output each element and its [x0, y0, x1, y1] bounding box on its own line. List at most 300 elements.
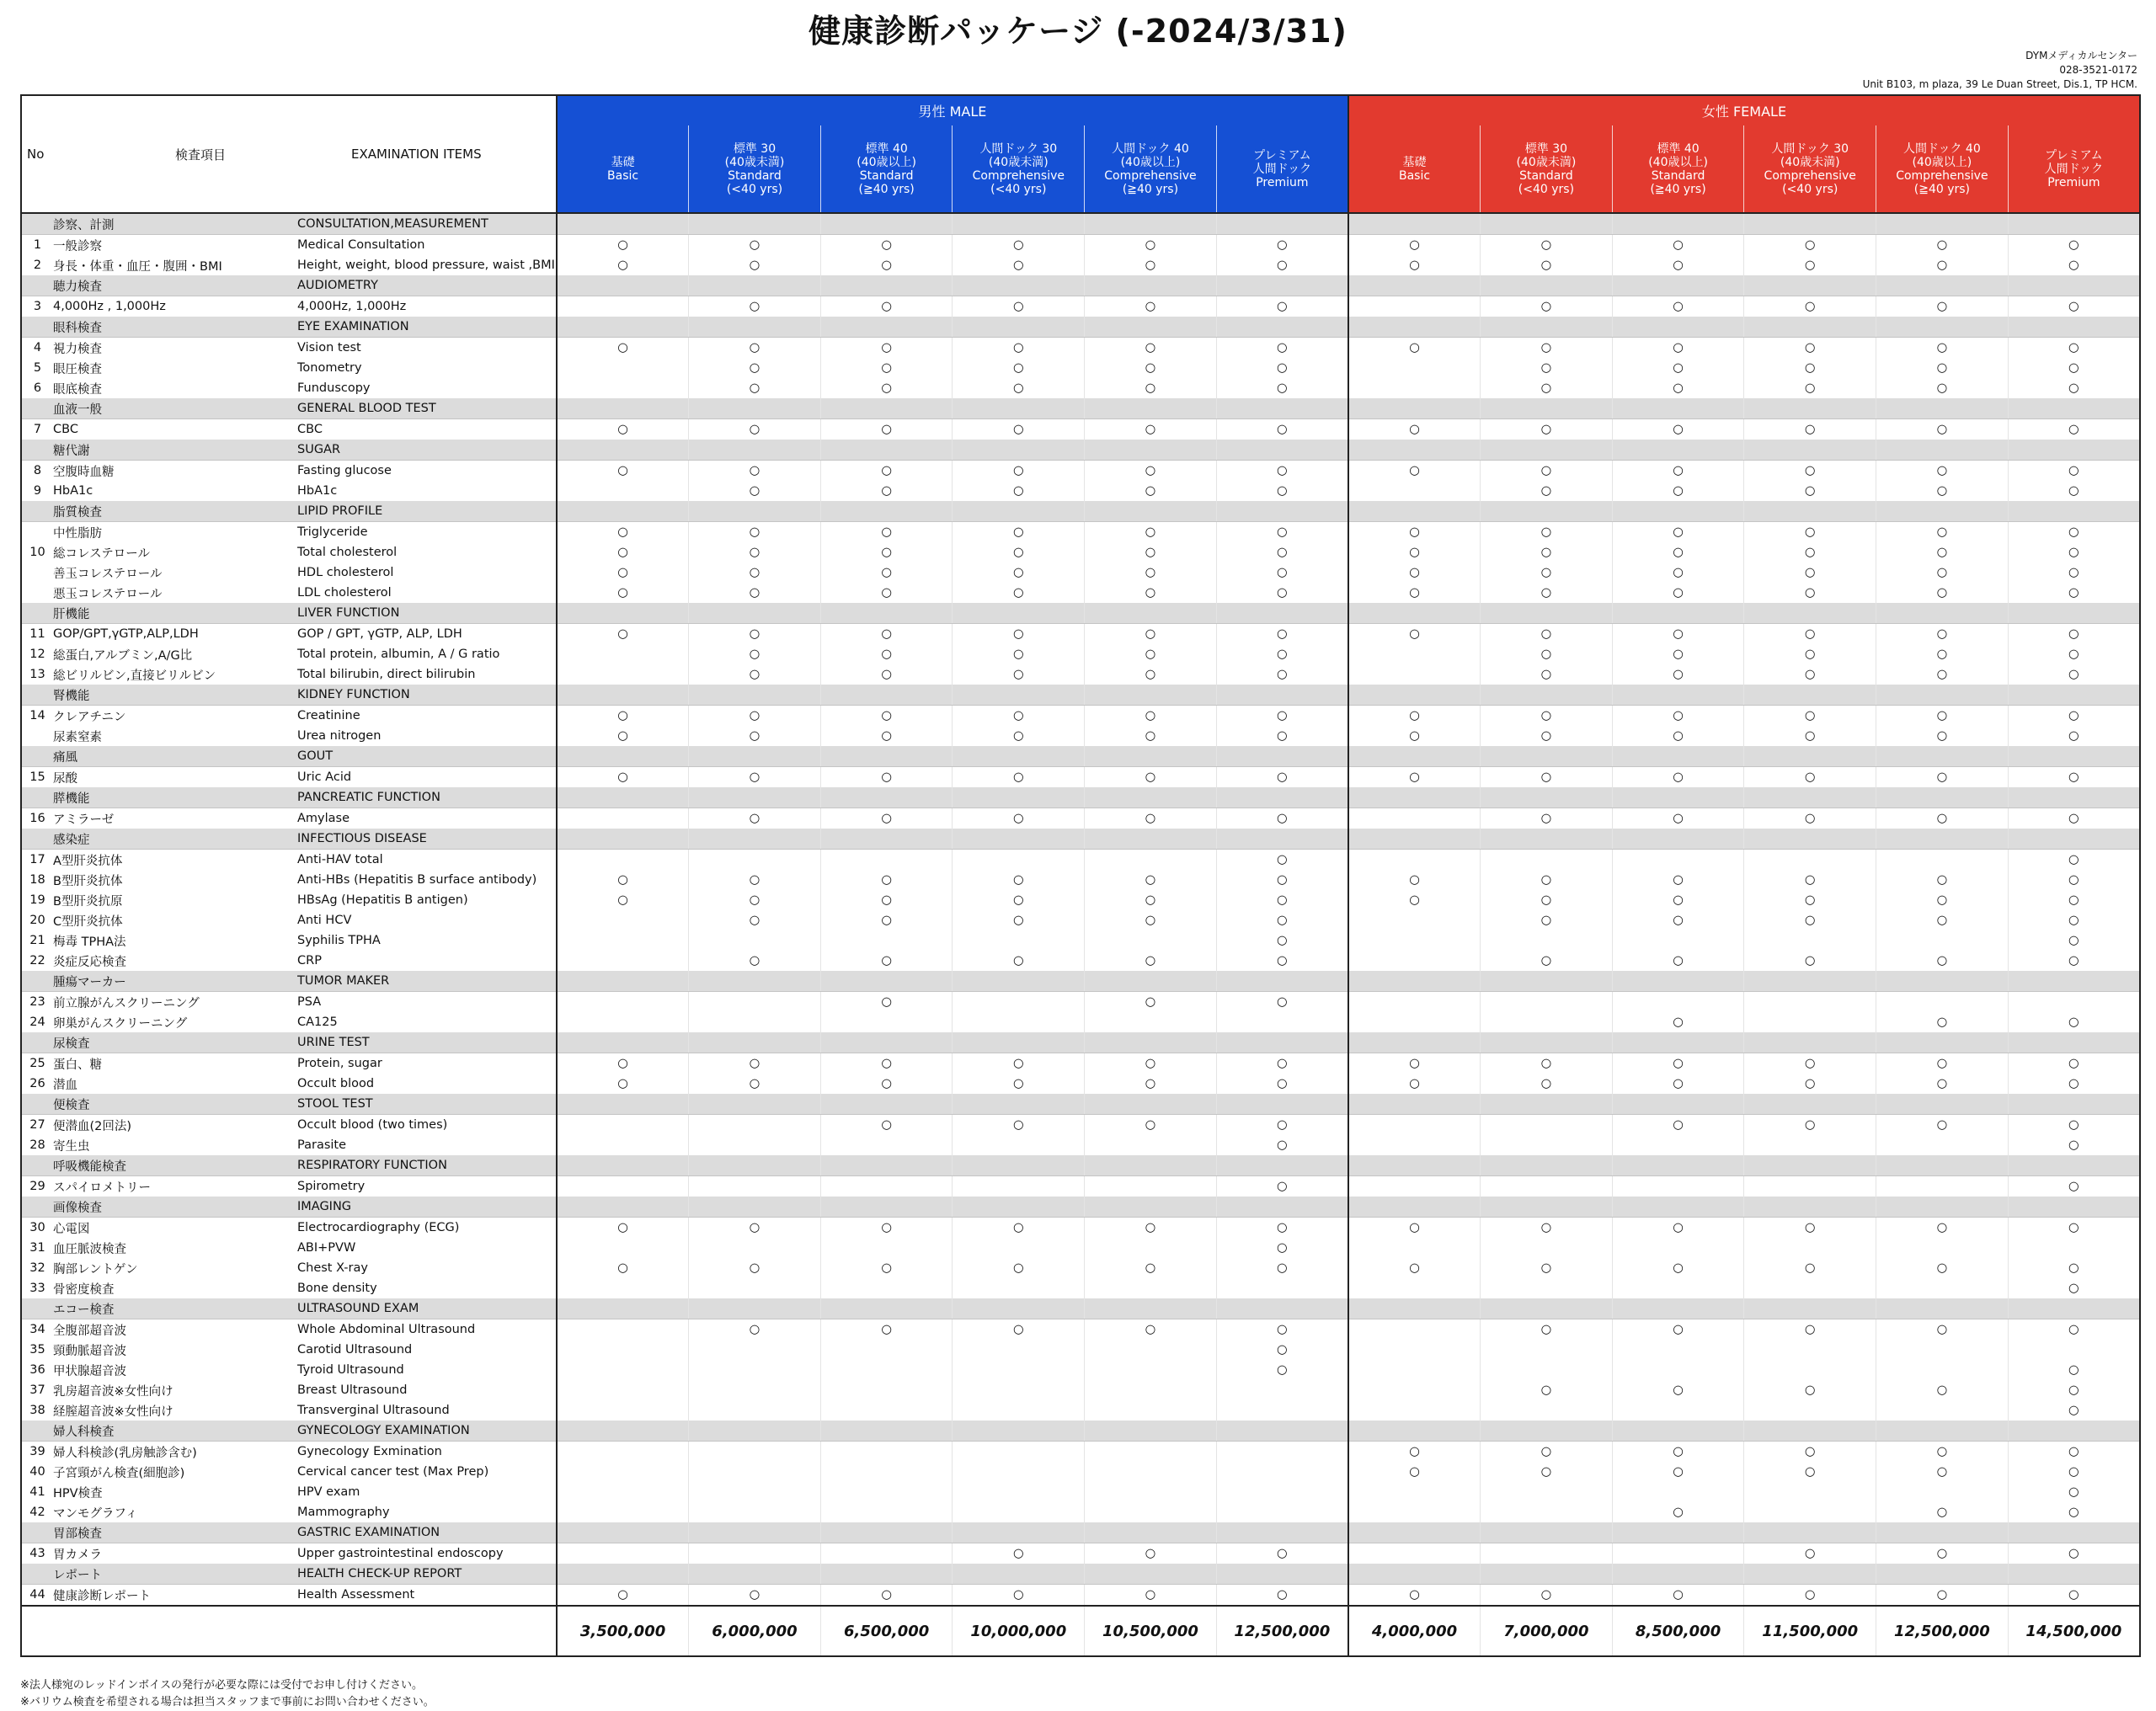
male-package-cell	[1216, 1094, 1348, 1115]
included-mark: ○	[749, 423, 760, 436]
included-mark: ○	[1012, 812, 1024, 825]
section-row	[21, 501, 2140, 522]
female-package-cell	[1744, 1115, 1876, 1136]
male-package-cell	[557, 1278, 689, 1298]
male-package-cell	[689, 1442, 821, 1463]
table-row	[21, 992, 2140, 1013]
section-title-jp: 痛風	[53, 746, 297, 767]
included-mark: ○	[1936, 709, 1948, 722]
included-mark: ○	[1936, 259, 1948, 272]
included-mark: ○	[2068, 1588, 2079, 1602]
table-row	[21, 664, 2140, 685]
male-package-cell	[953, 951, 1085, 971]
female-package-cell	[1744, 1380, 1876, 1400]
table-row	[21, 542, 2140, 562]
female-package-cell	[1481, 971, 1613, 992]
table-row	[21, 1074, 2140, 1094]
male-package-price: 6,500,000	[820, 1606, 953, 1656]
female-package-cell	[1481, 562, 1613, 583]
included-mark: ○	[617, 1221, 628, 1234]
male-package-cell	[953, 767, 1085, 788]
male-package-cell	[1085, 1012, 1217, 1032]
male-package-cell	[557, 1360, 689, 1380]
item-number: 26	[21, 1074, 53, 1094]
female-package-cell	[1348, 1218, 1481, 1239]
female-package-cell	[1744, 624, 1876, 645]
included-mark: ○	[1540, 893, 1552, 907]
female-package-cell	[1612, 1238, 1744, 1258]
male-package-cell	[820, 358, 953, 378]
item-name-jp: GOP/GPT,γGTP,ALP,LDH	[53, 624, 297, 645]
included-mark: ○	[1936, 1506, 1948, 1519]
item-name-en: Bone density	[297, 1278, 557, 1298]
male-package-cell	[1216, 1176, 1348, 1197]
included-mark: ○	[1540, 423, 1552, 436]
included-mark: ○	[1409, 423, 1420, 436]
included-mark: ○	[1540, 1445, 1552, 1458]
male-package-cell	[1085, 1360, 1217, 1380]
male-package-cell	[689, 213, 821, 235]
female-group-header: 女性 FEMALE	[1348, 95, 2140, 125]
included-mark: ○	[1673, 914, 1684, 927]
item-number: 20	[21, 910, 53, 930]
package-header-line: Standard	[859, 168, 914, 183]
item-name-en: Triglyceride	[297, 522, 557, 543]
female-package-cell	[1876, 829, 2009, 850]
included-mark: ○	[2068, 1363, 2079, 1377]
female-package-cell	[1612, 275, 1744, 296]
item-name-jp: クレアチニン	[53, 706, 297, 727]
included-mark: ○	[1673, 259, 1684, 272]
male-package-cell	[689, 378, 821, 398]
included-mark: ○	[1277, 341, 1288, 354]
male-package-cell	[820, 971, 953, 992]
included-mark: ○	[1277, 668, 1288, 681]
item-number	[21, 971, 53, 992]
male-package-cell	[1085, 1421, 1217, 1442]
male-package-cell	[1085, 275, 1217, 296]
table-row	[21, 378, 2140, 398]
male-package-cell	[820, 419, 953, 440]
male-package-cell	[1216, 808, 1348, 829]
package-header-line: 人間ドック 40	[1903, 141, 1981, 156]
female-package-cell	[2008, 644, 2140, 664]
package-header-line: Premium	[1256, 175, 1309, 189]
item-number: 41	[21, 1482, 53, 1502]
female-package-cell	[1348, 1340, 1481, 1360]
included-mark: ○	[881, 1588, 892, 1602]
female-package-cell	[1348, 440, 1481, 461]
included-mark: ○	[1409, 1445, 1420, 1458]
price-row	[21, 1606, 2140, 1656]
male-package-cell	[1216, 296, 1348, 317]
item-number: 24	[21, 1012, 53, 1032]
included-mark: ○	[1012, 259, 1024, 272]
female-package-cell	[1481, 726, 1613, 746]
female-package-cell	[1876, 419, 2009, 440]
included-mark: ○	[1012, 525, 1024, 539]
included-mark: ○	[1277, 300, 1288, 313]
female-package-cell	[1348, 1115, 1481, 1136]
item-number	[21, 317, 53, 338]
female-package-cell	[1612, 644, 1744, 664]
item-name-en: Tonometry	[297, 358, 557, 378]
table-row	[21, 1360, 2140, 1380]
female-package-cell	[1744, 1094, 1876, 1115]
package-header-line: (40歳以上)	[857, 155, 917, 169]
female-package-cell	[1612, 1340, 1744, 1360]
male-package-cell	[557, 1053, 689, 1074]
male-package-cell	[1085, 1197, 1217, 1218]
male-package-cell	[689, 787, 821, 808]
included-mark: ○	[1012, 1077, 1024, 1090]
female-package-cell	[1876, 1564, 2009, 1585]
item-name-en: HPV exam	[297, 1482, 557, 1502]
female-package-cell	[1876, 1155, 2009, 1176]
male-package-cell	[1216, 1319, 1348, 1341]
included-mark: ○	[1673, 341, 1684, 354]
item-name-en: Gynecology Exmination	[297, 1442, 557, 1463]
male-package-cell	[953, 1319, 1085, 1341]
section-title-en: HEALTH CHECK-UP REPORT	[297, 1564, 557, 1585]
male-package-cell	[1085, 1543, 1217, 1564]
table-row	[21, 808, 2140, 829]
item-name-jp: アミラーゼ	[53, 808, 297, 829]
included-mark: ○	[1277, 1118, 1288, 1132]
male-package-cell	[1085, 255, 1217, 275]
male-package-cell	[1085, 522, 1217, 543]
included-mark: ○	[1804, 1077, 1816, 1090]
female-package-cell	[1481, 870, 1613, 890]
female-package-cell	[1348, 213, 1481, 235]
female-package-cell	[1481, 255, 1613, 275]
included-mark: ○	[1936, 729, 1948, 743]
included-mark: ○	[1145, 668, 1156, 681]
included-mark: ○	[1277, 1343, 1288, 1357]
included-mark: ○	[1145, 627, 1156, 641]
male-package-cell	[689, 1258, 821, 1278]
male-package-cell	[557, 1032, 689, 1053]
male-package-cell	[1085, 930, 1217, 951]
male-package-cell	[1085, 296, 1217, 317]
female-package-cell	[1876, 1543, 2009, 1564]
female-package-cell	[1481, 1155, 1613, 1176]
female-package-cell	[1876, 767, 2009, 788]
male-package-cell	[557, 1400, 689, 1421]
included-mark: ○	[1012, 1547, 1024, 1560]
female-package-cell	[2008, 1074, 2140, 1094]
female-package-cell	[1481, 850, 1613, 871]
included-mark: ○	[1540, 873, 1552, 887]
female-package-cell	[1348, 706, 1481, 727]
included-mark: ○	[1804, 1383, 1816, 1397]
included-mark: ○	[2068, 259, 2079, 272]
item-name-jp: 4,000Hz , 1,000Hz	[53, 296, 297, 317]
male-package-cell	[820, 235, 953, 256]
male-package-cell	[820, 992, 953, 1013]
included-mark: ○	[1540, 361, 1552, 375]
included-mark: ○	[749, 1323, 760, 1336]
included-mark: ○	[749, 1077, 760, 1090]
item-number: 13	[21, 664, 53, 685]
male-package-cell	[820, 1053, 953, 1074]
female-package-cell	[2008, 706, 2140, 727]
item-name-en: GOP / GPT, γGTP, ALP, LDH	[297, 624, 557, 645]
included-mark: ○	[1277, 995, 1288, 1009]
included-mark: ○	[1012, 586, 1024, 600]
male-package-cell	[820, 890, 953, 910]
female-package-cell	[1744, 213, 1876, 235]
male-package-cell	[557, 481, 689, 501]
male-package-cell	[689, 930, 821, 951]
included-mark: ○	[1277, 954, 1288, 967]
package-header-line: 標準 40	[1657, 141, 1700, 156]
item-number: 16	[21, 808, 53, 829]
female-package-cell	[1876, 296, 2009, 317]
female-package-cell	[2008, 1502, 2140, 1522]
female-package-cell	[2008, 398, 2140, 419]
section-row	[21, 971, 2140, 992]
included-mark: ○	[2068, 934, 2079, 947]
item-number: 18	[21, 870, 53, 890]
section-row	[21, 440, 2140, 461]
female-package-cell	[1744, 255, 1876, 275]
table-row	[21, 706, 2140, 727]
male-package-cell	[1085, 951, 1217, 971]
item-name-jp: 炎症反応検査	[53, 951, 297, 971]
package-header-line: プレミアム	[2045, 148, 2103, 163]
included-mark: ○	[1673, 1588, 1684, 1602]
item-name-jp: CBC	[53, 419, 297, 440]
included-mark: ○	[617, 586, 628, 600]
included-mark: ○	[1804, 770, 1816, 784]
male-package-cell	[557, 930, 689, 951]
male-package-cell	[953, 829, 1085, 850]
item-number: 7	[21, 419, 53, 440]
included-mark: ○	[1936, 361, 1948, 375]
table-row	[21, 1278, 2140, 1298]
female-package-cell	[2008, 726, 2140, 746]
item-name-jp: 眼底検査	[53, 378, 297, 398]
male-package-cell	[820, 1360, 953, 1380]
included-mark: ○	[1409, 770, 1420, 784]
section-title-jp: 糖代謝	[53, 440, 297, 461]
table-row	[21, 235, 2140, 256]
included-mark: ○	[1936, 914, 1948, 927]
female-package-cell	[1612, 1585, 1744, 1607]
item-name-en: Parasite	[297, 1135, 557, 1155]
female-package-cell	[1348, 664, 1481, 685]
item-name-jp: 総蛋白,アルブミン,A/G比	[53, 644, 297, 664]
female-package-cell	[1744, 1238, 1876, 1258]
item-name-jp: 尿酸	[53, 767, 297, 788]
female-package-cell	[1481, 1421, 1613, 1442]
included-mark: ○	[2068, 423, 2079, 436]
male-package-cell	[820, 685, 953, 706]
female-package-cell	[2008, 1218, 2140, 1239]
male-package-cell	[1216, 1564, 1348, 1585]
included-mark: ○	[1145, 709, 1156, 722]
male-package-cell	[1085, 1502, 1217, 1522]
male-package-cell	[1085, 1135, 1217, 1155]
item-name-jp: A型肝炎抗体	[53, 850, 297, 871]
included-mark: ○	[1145, 873, 1156, 887]
item-name-en: CBC	[297, 419, 557, 440]
included-mark: ○	[1145, 238, 1156, 252]
female-package-cell	[2008, 1400, 2140, 1421]
female-package-cell	[1744, 726, 1876, 746]
male-package-cell	[689, 1115, 821, 1136]
female-package-cell	[1481, 583, 1613, 603]
item-number	[21, 583, 53, 603]
female-package-cell	[1744, 1135, 1876, 1155]
included-mark: ○	[1673, 1221, 1684, 1234]
male-package-cell	[689, 603, 821, 624]
included-mark: ○	[1673, 954, 1684, 967]
item-number: 5	[21, 358, 53, 378]
section-title-en: GASTRIC EXAMINATION	[297, 1522, 557, 1543]
male-package-cell	[820, 1298, 953, 1319]
male-package-cell	[953, 461, 1085, 482]
male-package-cell	[953, 583, 1085, 603]
included-mark: ○	[1277, 238, 1288, 252]
package-header-line: 人間ドック	[1252, 162, 1312, 176]
included-mark: ○	[2068, 1261, 2079, 1275]
female-package-cell	[1348, 1543, 1481, 1564]
male-package-cell	[1085, 542, 1217, 562]
table-row	[21, 1442, 2140, 1463]
male-package-cell	[557, 746, 689, 767]
section-row	[21, 317, 2140, 338]
item-number: 10	[21, 542, 53, 562]
female-package-cell	[1612, 1482, 1744, 1502]
item-number	[21, 1522, 53, 1543]
female-package-cell	[1612, 971, 1744, 992]
male-package-cell	[953, 1442, 1085, 1463]
item-number: 8	[21, 461, 53, 482]
package-header-line: プレミアム	[1253, 148, 1311, 163]
included-mark: ○	[1012, 1221, 1024, 1234]
section-title-jp: 膵機能	[53, 787, 297, 808]
included-mark: ○	[1145, 361, 1156, 375]
female-package-cell	[1744, 1032, 1876, 1053]
female-package-cell	[2008, 971, 2140, 992]
female-package-cell	[1481, 1074, 1613, 1094]
female-package-cell	[2008, 378, 2140, 398]
male-package-cell	[1216, 501, 1348, 522]
included-mark: ○	[1145, 914, 1156, 927]
item-name-en: Fasting glucose	[297, 461, 557, 482]
package-header-line: (40歳以上)	[1648, 155, 1708, 169]
male-package-cell	[1216, 726, 1348, 746]
female-package-cell	[1744, 1543, 1876, 1564]
female-package-header	[1744, 125, 1876, 213]
female-package-cell	[1876, 398, 2009, 419]
footnote: ※バリウム検査を希望される場合は担当スタッフまで事前にお問い合わせください。	[20, 1696, 435, 1708]
male-package-cell	[1085, 624, 1217, 645]
included-mark: ○	[1277, 1588, 1288, 1602]
male-package-cell	[557, 1155, 689, 1176]
female-package-cell	[1348, 726, 1481, 746]
female-package-cell	[1876, 1360, 2009, 1380]
male-package-cell	[689, 583, 821, 603]
included-mark: ○	[617, 729, 628, 743]
price-label-cell	[21, 1606, 557, 1656]
male-package-cell	[953, 1012, 1085, 1032]
section-title-jp: 肝機能	[53, 603, 297, 624]
included-mark: ○	[1673, 361, 1684, 375]
included-mark: ○	[1673, 893, 1684, 907]
included-mark: ○	[1409, 1057, 1420, 1070]
package-header-line: Premium	[2047, 175, 2100, 189]
male-package-cell	[557, 461, 689, 482]
male-package-cell	[820, 808, 953, 829]
female-package-cell	[1612, 1094, 1744, 1115]
item-name-jp: 中性脂肪	[53, 522, 297, 543]
package-header-line: Comprehensive	[1896, 168, 1988, 183]
female-package-cell	[1612, 358, 1744, 378]
male-package-cell	[953, 440, 1085, 461]
female-package-cell	[1348, 850, 1481, 871]
female-package-cell	[1876, 1278, 2009, 1298]
item-number: 22	[21, 951, 53, 971]
included-mark: ○	[2068, 566, 2079, 579]
included-mark: ○	[881, 566, 892, 579]
male-package-cell	[689, 358, 821, 378]
female-package-cell	[1744, 890, 1876, 910]
package-header-line: (40歳未満)	[724, 155, 785, 169]
female-package-cell	[1481, 317, 1613, 338]
male-package-cell	[557, 1502, 689, 1522]
included-mark: ○	[1804, 1465, 1816, 1479]
included-mark: ○	[881, 525, 892, 539]
included-mark: ○	[617, 341, 628, 354]
male-package-cell	[820, 481, 953, 501]
female-package-cell	[1612, 951, 1744, 971]
male-package-cell	[1216, 1340, 1348, 1360]
male-package-cell	[1085, 1400, 1217, 1421]
female-package-cell	[1612, 685, 1744, 706]
female-package-cell	[1612, 1135, 1744, 1155]
included-mark: ○	[1145, 893, 1156, 907]
included-mark: ○	[1409, 1588, 1420, 1602]
female-package-cell	[1744, 358, 1876, 378]
included-mark: ○	[1277, 525, 1288, 539]
male-package-cell	[953, 1238, 1085, 1258]
item-number	[21, 1155, 53, 1176]
female-package-cell	[1876, 440, 2009, 461]
package-header-line: 基礎	[1402, 155, 1427, 169]
item-name-jp: HPV検査	[53, 1482, 297, 1502]
female-package-cell	[1348, 1564, 1481, 1585]
included-mark: ○	[1804, 1445, 1816, 1458]
section-title-en: CONSULTATION,MEASUREMENT	[297, 213, 557, 235]
male-package-cell	[689, 890, 821, 910]
male-package-cell	[557, 1298, 689, 1319]
male-package-cell	[820, 644, 953, 664]
included-mark: ○	[2068, 914, 2079, 927]
included-mark: ○	[1012, 873, 1024, 887]
female-package-cell	[1348, 685, 1481, 706]
included-mark: ○	[2068, 954, 2079, 967]
included-mark: ○	[749, 361, 760, 375]
female-package-cell	[1876, 1380, 2009, 1400]
female-package-cell	[1481, 706, 1613, 727]
included-mark: ○	[1540, 341, 1552, 354]
male-package-cell	[557, 829, 689, 850]
included-mark: ○	[749, 259, 760, 272]
included-mark: ○	[1673, 464, 1684, 477]
